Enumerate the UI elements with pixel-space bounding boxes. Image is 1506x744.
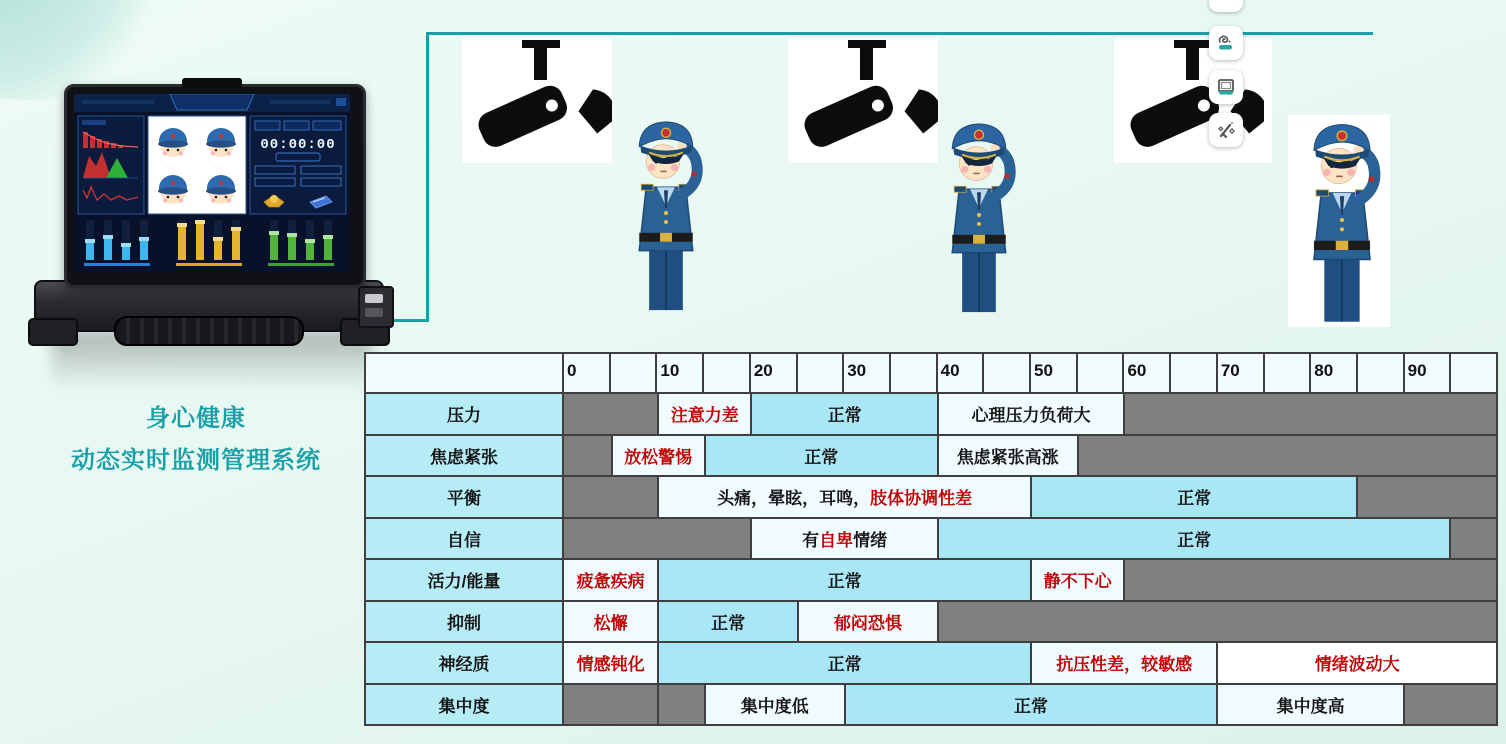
header-cell: 70: [1216, 354, 1263, 392]
laptop-foot-left: [28, 318, 78, 346]
table-cell: [564, 685, 657, 725]
cctv-camera-icon: [788, 38, 938, 163]
table-cell: [1403, 685, 1496, 725]
rugged-laptop: [22, 78, 392, 352]
header-cell: 80: [1309, 354, 1356, 392]
table-header-row: [366, 354, 1496, 392]
row-scale-area: [564, 643, 1496, 683]
table-cell: 心理压力负荷大: [937, 394, 1123, 434]
table-cell: 正常: [657, 602, 797, 642]
system-title-line2: 动态实时监测管理系统: [71, 447, 321, 474]
header-cell: [982, 354, 1029, 392]
header-cell: 50: [1029, 354, 1076, 392]
table-cell: [1356, 477, 1496, 517]
eraser-icon: [1215, 32, 1237, 54]
row-scale-area: [564, 685, 1496, 725]
header-cell: [1449, 354, 1496, 392]
table-cell: 焦虑紧张高涨: [937, 436, 1077, 476]
table-row: [366, 683, 1496, 725]
row-label: 集中度: [366, 685, 564, 725]
table-header: [564, 354, 1496, 392]
table-cell: [1077, 436, 1496, 476]
table-cell: 正常: [750, 394, 936, 434]
table-cell: 松懈: [564, 602, 657, 642]
header-cell: [1076, 354, 1123, 392]
toolbar-button-wand[interactable]: [1209, 113, 1243, 147]
row-scale-area: [564, 436, 1496, 476]
soldier-illustration-1: [616, 110, 716, 318]
cctv-camera-icon: [462, 38, 612, 163]
toolbar-button-screen[interactable]: [1209, 70, 1243, 104]
table-cell: 情绪波动大: [1216, 643, 1496, 683]
header-cell: 10: [655, 354, 702, 392]
table-cell: [564, 436, 611, 476]
row-label: 活力/能量: [366, 560, 564, 600]
system-title-line1: 身心健康: [146, 405, 246, 432]
header-cell: 0: [564, 354, 609, 392]
laptop-riser-line: [426, 32, 429, 322]
header-cell: 90: [1403, 354, 1450, 392]
laptop-side-port: [358, 286, 394, 328]
header-cell: [1356, 354, 1403, 392]
table-row: [366, 517, 1496, 559]
laptop-latch: [182, 78, 242, 88]
header-cell: [609, 354, 656, 392]
row-label: 焦虑紧张: [366, 436, 564, 476]
row-scale-area: [564, 477, 1496, 517]
table-cell: 正常: [704, 436, 937, 476]
table-row: [366, 434, 1496, 476]
header-cell: 60: [1122, 354, 1169, 392]
table-cell: [657, 685, 704, 725]
row-label: 自信: [366, 519, 564, 559]
health-metrics-table: [364, 352, 1498, 726]
table-cell: 放松警惕: [611, 436, 704, 476]
row-scale-area: [564, 602, 1496, 642]
table-cell: 正常: [657, 643, 1030, 683]
header-cell: [796, 354, 843, 392]
header-cell: [1263, 354, 1310, 392]
table-cell: 正常: [937, 519, 1450, 559]
laptop-dashboard: [74, 94, 350, 272]
header-cell: 20: [749, 354, 796, 392]
table-row: [366, 558, 1496, 600]
table-cell: 抗压性差，较敏感: [1030, 643, 1216, 683]
camera-tile-3: [1114, 38, 1272, 163]
table-body: [366, 392, 1496, 724]
cctv-camera-icon: [1114, 38, 1264, 163]
table-cell: [1449, 519, 1496, 559]
table-row: [366, 600, 1496, 642]
soldier-illustration-2: [928, 112, 1030, 320]
row-label: 压力: [366, 394, 564, 434]
table-cell: 有 自卑 情绪: [750, 519, 936, 559]
header-cell: 30: [842, 354, 889, 392]
table-cell: [1123, 394, 1496, 434]
table-cell: 正常: [657, 560, 1030, 600]
table-cell: 正常: [1030, 477, 1356, 517]
table-cell: 集中度高: [1216, 685, 1402, 725]
row-scale-area: [564, 394, 1496, 434]
toolbar-button-eraser[interactable]: [1209, 26, 1243, 60]
row-label: 神经质: [366, 643, 564, 683]
table-row: [366, 392, 1496, 434]
laptop-handle: [114, 316, 304, 346]
toolbar-button-hidden[interactable]: [1209, 0, 1243, 12]
header-cell: [702, 354, 749, 392]
camera-tile-2: [788, 38, 938, 163]
row-label: 平衡: [366, 477, 564, 517]
table-cell: [564, 394, 657, 434]
table-cell: 郁闷恐惧: [797, 602, 937, 642]
table-cell: [564, 519, 750, 559]
table-cell: 静不下心: [1030, 560, 1123, 600]
row-label: 抑制: [366, 602, 564, 642]
row-scale-area: [564, 519, 1496, 559]
table-cell: 头痛，晕眩，耳鸣， 肢体协调性差: [657, 477, 1030, 517]
table-cell: [937, 602, 1496, 642]
magic-wand-icon: [1215, 119, 1237, 141]
table-cell: 情感钝化: [564, 643, 657, 683]
table-row: [366, 641, 1496, 683]
table-row: [366, 475, 1496, 517]
header-cell: [1169, 354, 1216, 392]
screen-share-icon: [1215, 76, 1237, 98]
header-cell: 40: [936, 354, 983, 392]
table-cell: 疲惫疾病: [564, 560, 657, 600]
table-cell: [1123, 560, 1496, 600]
table-cell: 注意力差: [657, 394, 750, 434]
camera-tile-1: [462, 38, 612, 163]
table-cell: [564, 477, 657, 517]
header-cell: [889, 354, 936, 392]
dashboard-clock: 00:00:00: [260, 137, 336, 153]
row-scale-area: [564, 560, 1496, 600]
soldier-illustration-3: [1282, 112, 1402, 330]
table-cell: 集中度低: [704, 685, 844, 725]
table-cell: 正常: [844, 685, 1217, 725]
table-corner-cell: [366, 354, 564, 392]
